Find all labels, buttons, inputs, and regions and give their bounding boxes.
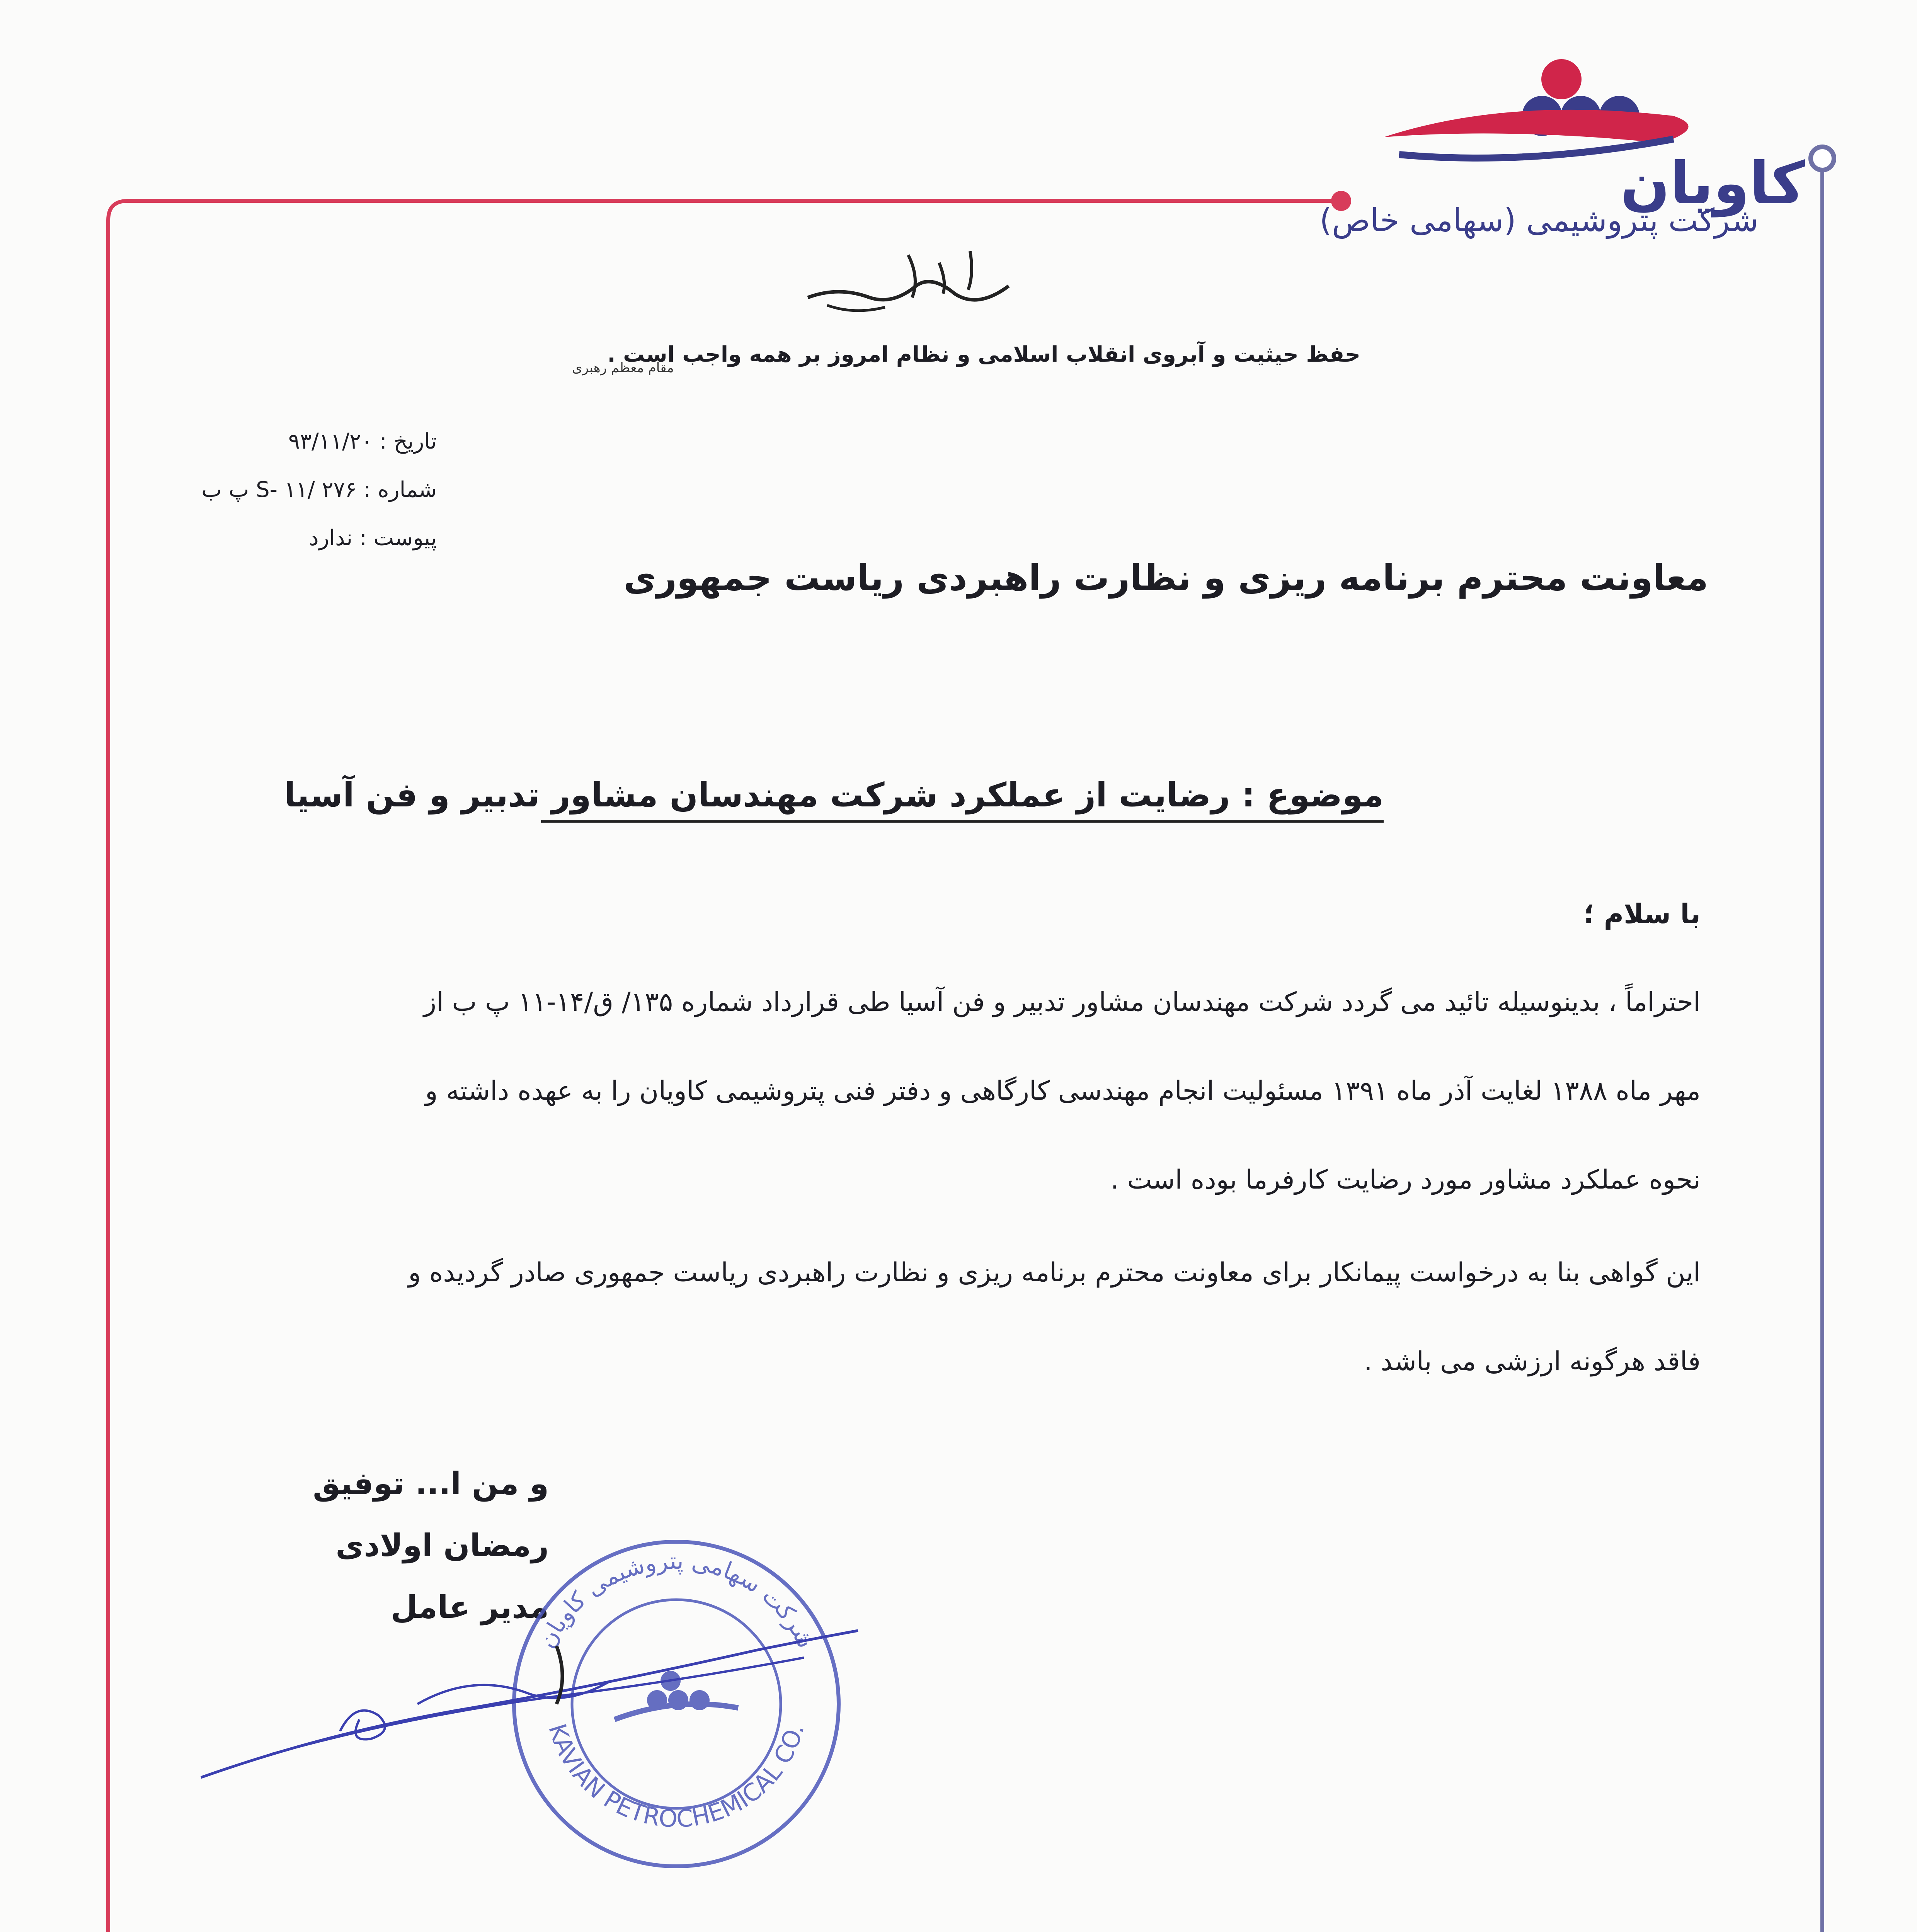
letter-recipient: معاونت محترم برنامه ریزی و نظارت راهبردی ریاست جمهوری	[623, 557, 1708, 599]
letter-subject: موضوع : رضایت از عملکرد شرکت مهندسان مشاور تدبیر و فن آسیا	[541, 779, 1384, 823]
leader-quote-motto: حفظ حیثیت و آبروی انقلاب اسلامی و نظام امروز بر همه واجب است .	[607, 342, 1360, 367]
company-logo-name: کاویان	[1620, 150, 1805, 217]
letter-number-label: شماره :	[363, 477, 437, 502]
leader-quote-source: مقام معظم رهبری	[572, 360, 674, 376]
letter-date-label: تاریخ :	[379, 429, 437, 454]
body-paragraph-line: احتراماً ، بدینوسیله تائید می گردد شرکت مهندسان مشاور تدبیر و فن آسیا طی قرارداد شماره ۱۳۵/ ق/۱۴-۱۱ پ ب از	[424, 987, 1701, 1017]
letter-attachment	[301, 527, 437, 549]
signatory-title: مدیر عامل	[390, 1589, 549, 1625]
seal-text-fa: شرکت سهامی پتروشیمی کاویان	[533, 1547, 820, 1653]
seal-text-en: KAVIAN PETROCHEMICAL CO.	[543, 1720, 810, 1833]
body-paragraph-line: این گواهی بنا به درخواست پیمانکار برای معاونت محترم برنامه ریزی و نظارت راهبردی ریاست جمهوری صادر گردیده و	[408, 1257, 1701, 1288]
body-paragraph-line: مهر ماه ۱۳۸۸ لغایت آذر ماه ۱۳۹۱ مسئولیت انجام مهندسی کارگاهی و دفتر فنی پتروشیمی کاویان را به عهده داشته و	[425, 1076, 1701, 1106]
body-paragraph-line: فاقد هرگونه ارزشی می باشد .	[1364, 1346, 1701, 1377]
letter-salutation: با سلام ؛	[1583, 898, 1701, 930]
letter-attachment-value: ندارد	[309, 526, 353, 551]
company-logo-subtitle: شرکت پتروشیمی (سهامی خاص)	[1319, 202, 1759, 239]
signatory-name: رمضان اولادی	[335, 1527, 549, 1563]
basmala-calligraphy	[792, 240, 1024, 325]
letter-attachment-label: پیوست :	[359, 526, 437, 551]
handwritten-signature	[178, 1615, 873, 1808]
letter-date	[288, 429, 437, 454]
letter-number	[201, 477, 437, 502]
body-paragraph-line: نحوه عملکرد مشاور مورد رضایت کارفرما بوده است .	[1110, 1165, 1701, 1195]
company-logo-icon	[1384, 59, 1689, 158]
signature-closing: و من ا... توفیق	[313, 1466, 549, 1502]
letter-date-value: ۹۳/۱۱/۲۰	[288, 429, 373, 454]
letter-number-value: ۲۷۶ /S- ۱۱ پ ب	[201, 477, 357, 502]
